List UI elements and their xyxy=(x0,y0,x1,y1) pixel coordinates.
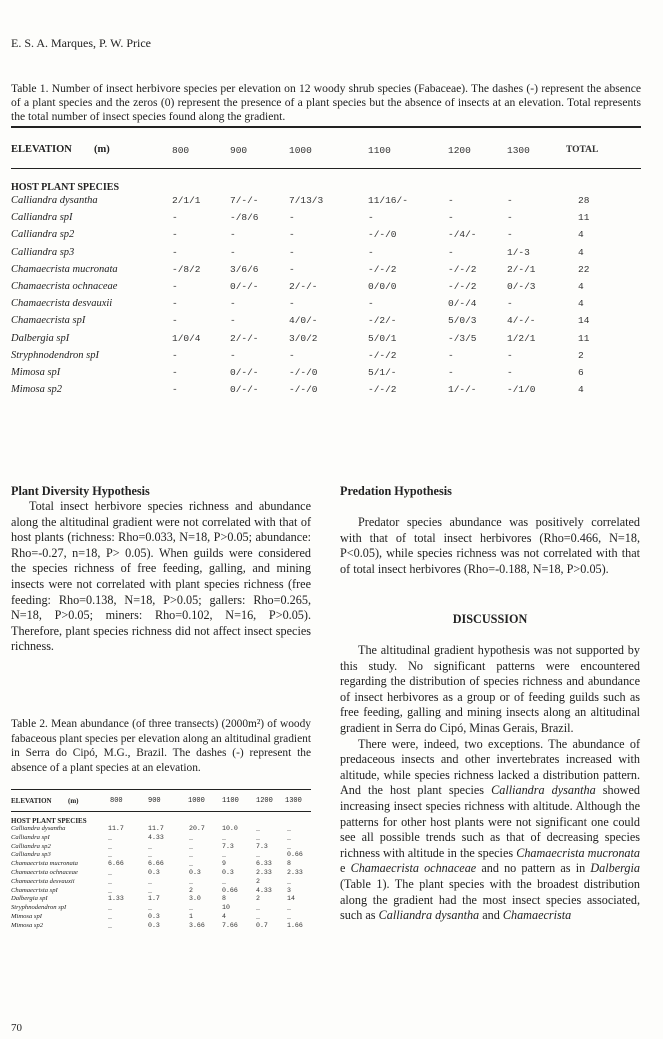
table2-caption-text: . Mean abundance (of three transects) (2000m²) of woody fabaceous plant species per elevation along an altitudinal gradient in Serra do Cipó, M.G., Brazil. The dashes (-) represent the absence of a plant species at an elevation. xyxy=(11,718,311,774)
table2-cell: _ xyxy=(189,833,193,841)
table1-unit-label: (m) xyxy=(94,144,110,155)
table1-cell: 0/-/3 xyxy=(507,281,536,292)
table2-cell: 20.7 xyxy=(189,825,205,832)
table1-cell: 28 xyxy=(578,195,590,206)
table2-cell: _ xyxy=(189,904,193,912)
table2-cell: _ xyxy=(287,842,291,850)
table1-cell: - xyxy=(172,281,178,292)
table2-cell: 8 xyxy=(222,895,226,903)
table2-cell: _ xyxy=(108,886,112,894)
table1-cell: -/1/0 xyxy=(507,384,536,396)
table2-plant-name: Mimosa sp2 xyxy=(11,921,44,929)
table2-cell: _ xyxy=(222,877,226,885)
discussion-text-run: showed increasing insect species richness with altitude. Although the patterns for other host plants were not significant one could see all possible trends such as that of decreasing species richness with altitude in the species xyxy=(340,783,640,860)
table2-cell: 6.66 xyxy=(148,860,164,868)
table1-cell: 22 xyxy=(578,263,590,275)
table1-section-label: HOST PLANT SPECIES xyxy=(11,182,120,193)
table2-cell: _ xyxy=(256,851,260,859)
table1-cell: 1/0/4 xyxy=(172,332,201,344)
table2-cell: 2.33 xyxy=(256,869,272,876)
plant-diversity-heading: Plant Diversity Hypothesis xyxy=(11,484,150,498)
table1-col-800: 800 xyxy=(172,145,190,156)
table1-cell: 0/-/- xyxy=(230,281,259,292)
table1-col-1200: 1200 xyxy=(448,145,471,156)
table2-row xyxy=(11,922,311,931)
table1-plant-name: Dalbergia spI xyxy=(11,332,70,344)
table2-cell: 14 xyxy=(287,895,295,903)
table1-cell: - xyxy=(230,315,236,327)
table1-plant-name: Chamaecrista desvauxii xyxy=(11,298,113,310)
table1-cell: - xyxy=(448,195,454,206)
table2-cell: _ xyxy=(108,904,112,912)
table2-cell: 4.33 xyxy=(256,886,272,894)
discussion-heading: DISCUSSION xyxy=(452,612,528,626)
predation-section xyxy=(340,484,640,577)
table2-unit-label: (m) xyxy=(68,797,79,805)
table1-col-1100: 1100 xyxy=(368,145,391,156)
table1-cell: -/-/2 xyxy=(368,384,397,396)
species-name: Chamaecrista mucronata xyxy=(516,845,641,860)
table1-cell: - xyxy=(507,349,513,361)
table1-col-900: 900 xyxy=(230,145,248,156)
table2-col-1300: 1300 xyxy=(285,797,302,805)
table1-cell: - xyxy=(507,195,513,206)
table1-cell: 11/16/- xyxy=(368,195,408,206)
page-number: 70 xyxy=(11,1022,22,1034)
table2-plant-name: Calliandra dysantha xyxy=(11,825,66,832)
table2-cell: _ xyxy=(256,825,260,832)
table1-cell: - xyxy=(289,349,295,361)
table2-header-rule xyxy=(11,811,311,812)
table1-row xyxy=(11,247,641,263)
table1-header-rule xyxy=(11,168,641,169)
table1-plant-name: Calliandra sp2 xyxy=(11,229,75,241)
table2-top-rule xyxy=(11,789,311,790)
table2-plant-name: Calliandra spI xyxy=(11,833,50,841)
table1-cell: - xyxy=(289,298,295,310)
predation-text: Predator species abundance was positively correlated with that of total insect herbivores (Rho=0.466, N=18, P<0.05), while species richness was not correlated with that of total insect herbivores (Rho=-0.188, N=18, P>0.05). xyxy=(340,515,640,576)
table1-col-1000: 1000 xyxy=(289,145,312,156)
table2-cell: 8 xyxy=(287,860,291,868)
table2-cell: 3.66 xyxy=(189,921,205,929)
table2-cell: 0.66 xyxy=(222,886,238,894)
table2-plant-name: Chamaecrista mucronata xyxy=(11,860,78,868)
table1-cell: 4 xyxy=(578,229,584,241)
table2-row xyxy=(11,851,311,860)
table2-row xyxy=(11,834,311,843)
table2-cell: _ xyxy=(148,877,152,885)
table1-cell: 0/0/0 xyxy=(368,281,397,292)
table2-cell: 0.3 xyxy=(148,869,160,876)
table1-col-1300: 1300 xyxy=(507,145,530,156)
table1-plant-name: Chamaecrista mucronata xyxy=(11,263,118,275)
table2-cell: _ xyxy=(189,842,193,850)
table1-cell: - xyxy=(448,367,454,378)
table2-cell: 7.66 xyxy=(222,921,238,929)
table1-row xyxy=(11,281,641,297)
species-name: Chamaecrista ochnaceae xyxy=(350,861,477,876)
table2-cell: 10 xyxy=(222,904,230,912)
table2-cell: _ xyxy=(108,851,112,859)
table1-cell: 4 xyxy=(578,384,584,396)
table1-plant-name: Calliandra sp3 xyxy=(11,246,75,258)
table2-row xyxy=(11,887,311,896)
table1-top-rule xyxy=(11,126,641,128)
table2-cell: _ xyxy=(222,833,226,841)
table2-cell: 3.0 xyxy=(189,895,201,903)
table2-col-900: 900 xyxy=(148,797,161,805)
table1-cell: 4/0/- xyxy=(289,315,318,327)
table2-cell: 11.7 xyxy=(108,825,124,832)
table1-plant-name: Calliandra dysantha xyxy=(11,195,98,206)
discussion-paragraph-2 xyxy=(340,737,640,924)
table2-cell: 9 xyxy=(222,860,226,868)
table2-cell: _ xyxy=(108,869,112,876)
table1-row xyxy=(11,384,641,400)
table1-cell: 2/1/1 xyxy=(172,195,201,206)
table1-cell: 1/-/- xyxy=(448,384,477,396)
table1-plant-name: Chamaecrista spI xyxy=(11,315,86,327)
table1-cell: - xyxy=(507,367,513,378)
discussion-text-run: e xyxy=(340,861,351,876)
table2-cell: _ xyxy=(148,886,152,894)
table2-cell: _ xyxy=(287,904,291,912)
table2-section-label: HOST PLANT SPECIES xyxy=(11,817,87,825)
table2-cell: _ xyxy=(108,877,112,885)
species-name: Chamaecrista xyxy=(502,908,572,923)
table2-plant-name: Stryphnodendron spI xyxy=(11,904,67,912)
table2-cell: 0.3 xyxy=(148,921,160,929)
discussion-text-run: and xyxy=(479,908,503,923)
table2-row xyxy=(11,904,311,913)
table2-cell: 4 xyxy=(222,913,226,920)
table1-cell: - xyxy=(172,367,178,378)
table2-caption-label: Table 2 xyxy=(11,718,46,730)
table1-cell: - xyxy=(172,229,178,241)
table1-cell: 11 xyxy=(578,212,590,224)
table2-cell: 7.3 xyxy=(256,842,268,850)
table1-row xyxy=(11,229,641,245)
table2-cell: _ xyxy=(222,851,226,859)
table1-cell: 4 xyxy=(578,281,584,292)
table1-cell: 2/-/- xyxy=(230,332,259,344)
discussion-text-run: (Table 1). The plant species with the broadest distribution along the gradient had the most insect species associated, such as xyxy=(340,876,640,923)
table2-plant-name: Calliandra sp2 xyxy=(11,842,51,850)
table2-cell: 2.33 xyxy=(287,869,303,876)
table1-cell: -/8/2 xyxy=(172,263,201,275)
table1-cell: 5/1/- xyxy=(368,367,397,378)
table2-cell: _ xyxy=(148,842,152,850)
table1-cell: - xyxy=(507,212,513,224)
table2-col-800: 800 xyxy=(110,797,123,805)
table1-cell: - xyxy=(289,263,295,275)
table2-plant-name: Chamaecrista spI xyxy=(11,886,58,894)
table1-cell: - xyxy=(172,384,178,396)
table2-caption xyxy=(11,717,311,775)
table1-cell: 6 xyxy=(578,367,584,378)
table1-cell: -/-/2 xyxy=(368,263,397,275)
table2-cell: 1 xyxy=(189,913,193,920)
table2-cell: _ xyxy=(189,851,193,859)
table1-cell: -/3/5 xyxy=(448,332,477,344)
table1-cell: 7/-/- xyxy=(230,195,259,206)
plant-diversity-section xyxy=(11,484,311,655)
table2-cell: _ xyxy=(108,913,112,920)
table2-cell: 0.66 xyxy=(287,851,303,859)
table1-cell: 4 xyxy=(578,298,584,310)
table2-cell: _ xyxy=(108,921,112,929)
table1-cell: - xyxy=(172,349,178,361)
table2-plant-name: Calliandra sp3 xyxy=(11,851,51,859)
table1-row xyxy=(11,333,641,349)
table1-cell: -/-/0 xyxy=(289,367,318,378)
table1-cell: - xyxy=(368,246,374,258)
table2-elevation-label: ELEVATION xyxy=(11,797,52,805)
table1-cell: - xyxy=(230,298,236,310)
table2-cell: 2 xyxy=(189,886,193,894)
table2-cell: 0.3 xyxy=(148,913,160,920)
table1-cell: 5/0/1 xyxy=(368,332,397,344)
table1-cell: - xyxy=(289,246,295,258)
table2-cell: 2 xyxy=(256,895,260,903)
table2-cell: _ xyxy=(287,877,291,885)
table2-plant-name: Chamaecrista ochnaceae xyxy=(11,869,78,876)
table1-cell: 1/2/1 xyxy=(507,332,536,344)
table1-row xyxy=(11,315,641,331)
table1-cell: 2 xyxy=(578,349,584,361)
table1-cell: - xyxy=(448,349,454,361)
table2-cell: 1.33 xyxy=(108,895,124,903)
table1-cell: 5/0/3 xyxy=(448,315,477,327)
table1-row xyxy=(11,367,641,383)
table2-row xyxy=(11,913,311,922)
table1-cell: 4 xyxy=(578,246,584,258)
table1-cell: - xyxy=(289,229,295,241)
table2-cell: 6.66 xyxy=(108,860,124,868)
discussion-text-run: There were, indeed, two exceptions. The abundance of predaceous insects and other invertebrates increased with altitude, while species richness lacked a distribution pattern. And the host plant species xyxy=(340,736,640,798)
table2-cell: _ xyxy=(108,833,112,841)
table1-row xyxy=(11,195,641,211)
table1-cell: - xyxy=(507,298,513,310)
species-name: Calliandra dysantha xyxy=(378,908,480,923)
table1-cell: - xyxy=(172,315,178,327)
discussion-section xyxy=(340,612,640,924)
table1-plant-name: Chamaecrista ochnaceae xyxy=(11,281,118,292)
table2-cell: _ xyxy=(189,877,193,885)
table1-cell: - xyxy=(172,298,178,310)
table2-col-1100: 1100 xyxy=(222,797,239,805)
table1-cell: -/2/- xyxy=(368,315,397,327)
table1-cell: -/-/2 xyxy=(448,263,477,275)
table2-cell: _ xyxy=(148,851,152,859)
table1-cell: -/4/- xyxy=(448,229,477,241)
table1-cell: - xyxy=(289,212,295,224)
table1-row xyxy=(11,350,641,366)
table1-plant-name: Mimosa spI xyxy=(11,367,61,378)
table2-plant-name: Dalbergia spI xyxy=(11,895,48,903)
table1-cell: - xyxy=(230,246,236,258)
table2-cell: _ xyxy=(108,842,112,850)
table2-cell: _ xyxy=(256,913,260,920)
table1-caption-text: . Number of insect herbivore species per elevation on 12 woody shrub species (Fabaceae). The dashes (-) represent the absence of a plant species and the zeros (0) represent the presence of a plant species but the absence of insects at an elevation. Total represents the total number of insect species found along the gradient. xyxy=(11,82,642,123)
table2-row xyxy=(11,878,311,887)
table1-cell: 14 xyxy=(578,315,590,327)
table1-cell: - xyxy=(172,212,178,224)
table2-cell: 0.3 xyxy=(189,869,201,876)
predation-heading: Predation Hypothesis xyxy=(340,484,452,498)
table1-elevation-label: ELEVATION xyxy=(11,144,72,155)
table1-cell: 4/-/- xyxy=(507,315,536,327)
table2-cell: 11.7 xyxy=(148,825,164,832)
table1-cell: 2/-/1 xyxy=(507,263,536,275)
table2-plant-name: Mimosa spI xyxy=(11,913,42,920)
table2-cell: 2 xyxy=(256,877,260,885)
table2-row xyxy=(11,843,311,852)
table1-row xyxy=(11,212,641,228)
table1-caption-label: Table 1 xyxy=(11,82,46,95)
table2-cell: 1.7 xyxy=(148,895,160,903)
table2-cell: 0.7 xyxy=(256,921,268,929)
table1-cell: 3/6/6 xyxy=(230,263,259,275)
table1-cell: -/8/6 xyxy=(230,212,259,224)
table1-cell: - xyxy=(230,349,236,361)
table1-cell: - xyxy=(507,229,513,241)
table1-cell: 0/-/- xyxy=(230,384,259,396)
table1-cell: -/-/2 xyxy=(448,281,477,292)
species-name: Calliandra dysantha xyxy=(491,783,596,798)
table1-row xyxy=(11,264,641,280)
table2-col-1000: 1000 xyxy=(188,797,205,805)
table2-row xyxy=(11,895,311,904)
table1-cell: - xyxy=(230,229,236,241)
table2-row xyxy=(11,825,311,834)
table2-cell: _ xyxy=(256,833,260,841)
table2-cell: 7.3 xyxy=(222,842,234,850)
running-header: E. S. A. Marques, P. W. Price xyxy=(11,36,152,50)
plant-diversity-text: Total insect herbivore species richness and abundance along the altitudinal gradient were not correlated with that of host plants (richness: Rho=0.033, N=18, P>0.05; abundance: Rho=-0.27, n=18, P> 0.05). When guilds were considered the species richness of free feeding, galling, and mining insects were not correlated with plant species richness (free feeding: Rho=0.138, N=18, P>0.05; gallers: Rho=0.265, N=18, P>0.05; miners: Rho=0.102, N=16, P>0.05). Therefore, plant species richness did not affect insect species richness. xyxy=(11,499,311,654)
table1-cell: - xyxy=(368,298,374,310)
table1-cell: -/-/0 xyxy=(368,229,397,241)
table1-cell: 3/0/2 xyxy=(289,332,318,344)
table1-cell: - xyxy=(448,246,454,258)
table2-cell: 6.33 xyxy=(256,860,272,868)
table2-cell: 4.33 xyxy=(148,833,164,841)
table2-cell: _ xyxy=(287,833,291,841)
table2-row xyxy=(11,860,311,869)
table2-cell: 3 xyxy=(287,886,291,894)
table1-cell: 11 xyxy=(578,332,590,344)
table1-cell: 2/-/- xyxy=(289,281,318,292)
table1-cell: - xyxy=(448,212,454,224)
table2-cell: 1.66 xyxy=(287,921,303,929)
table1-col-total: TOTAL xyxy=(566,145,599,155)
table1-cell: 0/-/4 xyxy=(448,298,477,310)
discussion-text-run: and no pattern as in xyxy=(476,861,591,876)
table1-plant-name: Stryphnodendron spI xyxy=(11,349,99,361)
table1-cell: -/-/0 xyxy=(289,384,318,396)
table2-cell: 0.3 xyxy=(222,869,234,876)
table1-plant-name: Mimosa sp2 xyxy=(11,384,63,396)
table1-cell: - xyxy=(368,212,374,224)
table2-plant-name: Chamaecrista desvauxii xyxy=(11,877,75,885)
table1-caption xyxy=(11,82,641,124)
table2-cell: _ xyxy=(287,825,291,832)
table2-row xyxy=(11,869,311,878)
discussion-paragraph-1: The altitudinal gradient hypothesis was not supported by this study. No significant patterns were encountered regarding the distribution of species richness and abundance of insect herbivores as a group or of feeding guilds such as free feeding, galling and mining insects along an altitudinal gradient in Serra do Cipó, Minas Gerais, Brazil. xyxy=(340,643,640,735)
table1-cell: 0/-/- xyxy=(230,367,259,378)
table1-cell: -/-/2 xyxy=(368,349,397,361)
table2-cell: 10.0 xyxy=(222,825,238,832)
table2-cell: _ xyxy=(148,904,152,912)
table1-cell: 7/13/3 xyxy=(289,195,324,206)
table2-cell: _ xyxy=(287,913,291,920)
table1-cell: 1/-3 xyxy=(507,246,530,258)
table2-col-1200: 1200 xyxy=(256,797,273,805)
table2-cell: _ xyxy=(256,904,260,912)
table1-row xyxy=(11,298,641,314)
table1-cell: - xyxy=(172,246,178,258)
table1-plant-name: Calliandra spI xyxy=(11,212,73,224)
species-name: Dalbergia xyxy=(590,861,640,876)
table2-cell: _ xyxy=(189,860,193,868)
